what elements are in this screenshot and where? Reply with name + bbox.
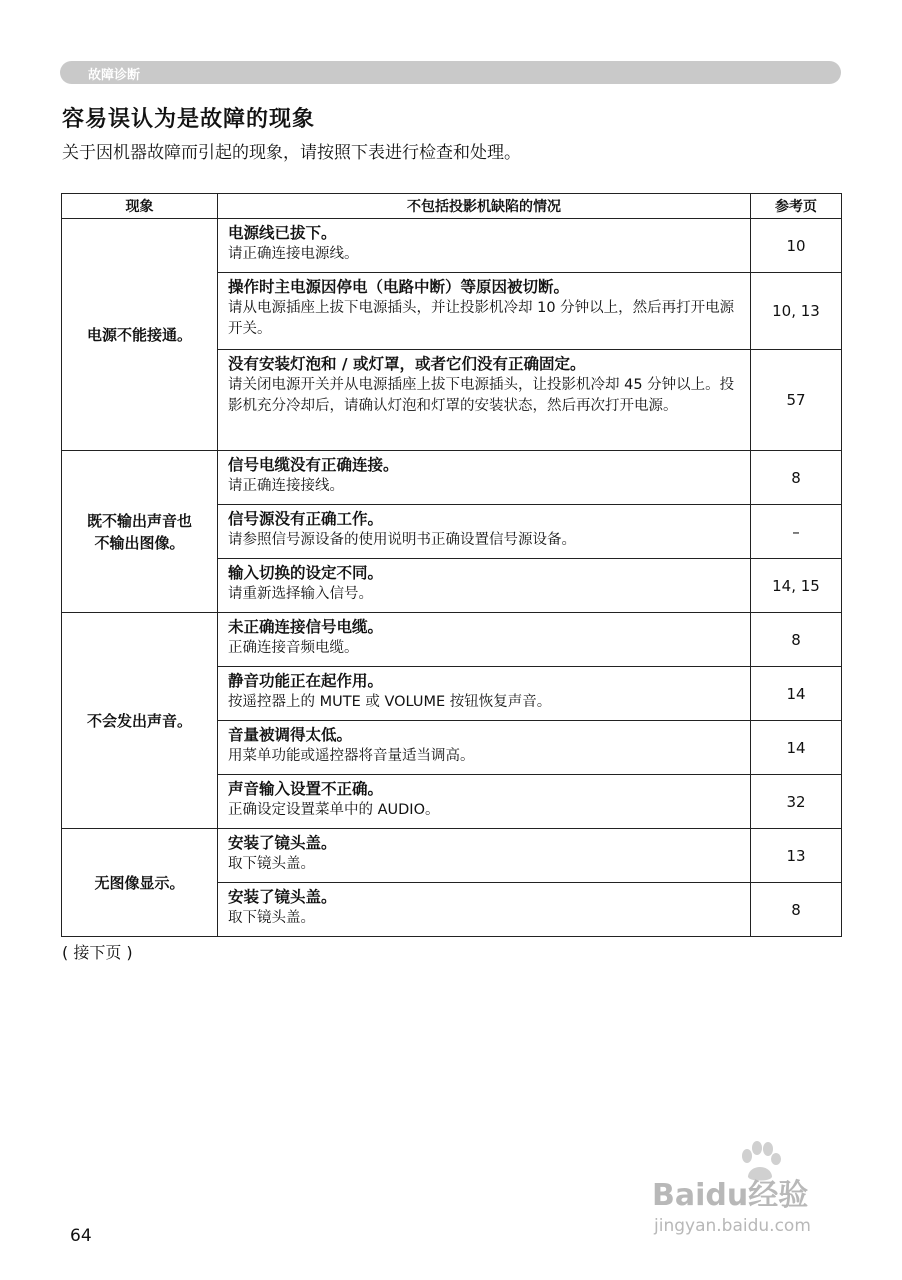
case-text: 请从电源插座上拔下电源插头，并让投影机冷却 10 分钟以上，然后再打开电源开关。 — [228, 300, 735, 337]
reference-page: 8 — [751, 613, 842, 667]
case-text: 按遥控器上的 MUTE 或 VOLUME 按钮恢复声音。 — [228, 694, 552, 710]
case-title: 信号电缆没有正确连接。 — [228, 456, 399, 474]
case-title: 安装了镜头盖。 — [228, 834, 337, 852]
case-title: 未正确连接信号电缆。 — [228, 618, 384, 636]
table-row — [62, 613, 842, 667]
case-text: 请正确连接接线。 — [228, 478, 344, 494]
case-title: 电源线已拔下。 — [228, 224, 337, 242]
reference-page: 32 — [751, 775, 842, 829]
case-cell — [218, 613, 751, 667]
symptom-text: 既不输出声音也不输出图像。 — [86, 511, 192, 552]
symptom-cell: 无图像显示。 — [62, 829, 218, 937]
case-title: 声音输入设置不正确。 — [228, 780, 384, 798]
table-row — [62, 219, 842, 273]
case-text: 取下镜头盖。 — [228, 856, 315, 872]
case-cell — [218, 451, 751, 505]
symptom-cell: 不会发出声音。 — [62, 613, 218, 829]
table-row — [62, 451, 842, 505]
header-symptom: 现象 — [62, 194, 218, 219]
case-title: 静音功能正在起作用。 — [228, 672, 384, 690]
case-title: 安装了镜头盖。 — [228, 888, 337, 906]
case-title: 操作时主电源因停电（电路中断）等原因被切断。 — [228, 278, 570, 296]
reference-page: 14 — [751, 721, 842, 775]
case-text: 请关闭电源开关并从电源插座上拔下电源插头，让投影机冷却 45 分钟以上。投影机充分冷却后，请确认灯泡和灯罩的安装状态，然后再次打开电源。 — [228, 377, 735, 414]
case-title: 输入切换的设定不同。 — [228, 564, 384, 582]
case-cell — [218, 883, 751, 937]
case-cell — [218, 559, 751, 613]
case-text: 正确设定设置菜单中的 AUDIO。 — [228, 802, 440, 818]
troubleshooting-table — [61, 193, 842, 937]
case-text: 请重新选择输入信号。 — [228, 586, 373, 602]
case-title: 信号源没有正确工作。 — [228, 510, 384, 528]
case-cell — [218, 721, 751, 775]
section-label: 故障诊断 — [88, 68, 141, 83]
section-header-bar — [60, 61, 841, 84]
case-text: 取下镜头盖。 — [228, 910, 315, 926]
header-reference: 参考页 — [751, 194, 842, 219]
baidu-watermark — [652, 1140, 852, 1240]
case-cell — [218, 219, 751, 273]
page-number: 64 — [70, 1226, 92, 1246]
table-header-row — [62, 194, 842, 219]
symptom-cell: 电源不能接通。 — [62, 219, 218, 451]
header-case: 不包括投影机缺陷的情况 — [218, 194, 751, 219]
case-cell — [218, 775, 751, 829]
case-text: 请正确连接电源线。 — [228, 246, 359, 262]
page-intro: 关于因机器故障而引起的现象，请按照下表进行检查和处理。 — [62, 143, 521, 163]
reference-page: 14 — [751, 667, 842, 721]
reference-page: 13 — [751, 829, 842, 883]
reference-page: 8 — [751, 451, 842, 505]
reference-page: 8 — [751, 883, 842, 937]
case-cell — [218, 505, 751, 559]
case-title: 没有安装灯泡和 / 或灯罩，或者它们没有正确固定。 — [228, 355, 586, 373]
case-cell — [218, 667, 751, 721]
case-title: 音量被调得太低。 — [228, 726, 353, 744]
reference-page: 10 — [751, 219, 842, 273]
watermark-logo-text: Baidu经验 — [652, 1178, 809, 1213]
table-row — [62, 829, 842, 883]
case-cell — [218, 273, 751, 350]
case-text: 用菜单功能或遥控器将音量适当调高。 — [228, 748, 475, 764]
reference-page: – — [751, 505, 842, 559]
reference-page: 57 — [751, 350, 842, 451]
case-text: 请参照信号源设备的使用说明书正确设置信号源设备。 — [228, 532, 576, 548]
case-cell — [218, 829, 751, 883]
reference-page: 14, 15 — [751, 559, 842, 613]
symptom-cell — [62, 451, 218, 613]
reference-page: 10, 13 — [751, 273, 842, 350]
case-cell — [218, 350, 751, 451]
watermark-url: jingyan.baidu.com — [654, 1216, 811, 1236]
continued-note: ( 接下页 ) — [62, 943, 133, 962]
page-title: 容易误认为是故障的现象 — [62, 107, 316, 132]
case-text: 正确连接音频电缆。 — [228, 640, 359, 656]
